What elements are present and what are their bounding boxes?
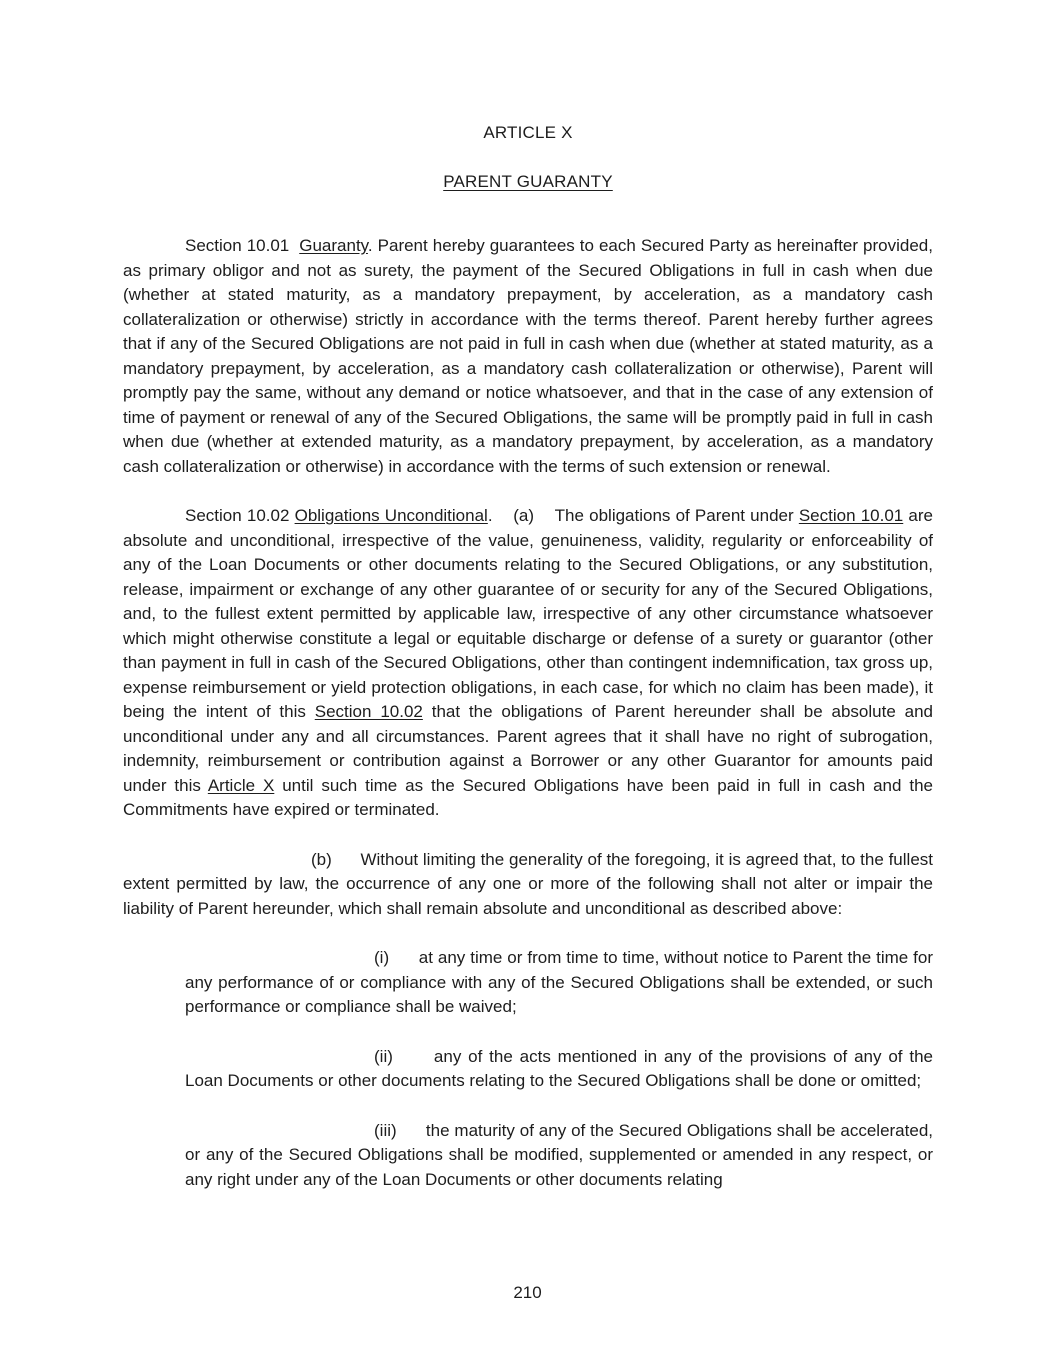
paragraph-subsection-b [123, 848, 933, 922]
text-run: that the obligations of Parent hereunder shall be absolute and unconditional under any and all circumstances. Parent agrees that it shall have no right of subrogation, indemnity, reimbursement or contribution against a Borrower or any other Guarantor for amounts paid under this [123, 702, 934, 795]
text-run: . Parent hereby guarantees to each Secured Party as hereinafter provided, as primary obligor and not as surety, the payment of the Secured Obligations in full in cash when due (whether at stated maturity, as a mandatory prepayment, by acceleration, as a mandatory cash collateralization or otherwise) strictly in accordance with the terms thereof. Parent hereby further agrees that if any of the Secured Obligations are not paid in full in cash when due (whether at stated maturity, as a mandatory prepayment, by acceleration, as a mandatory cash collateralization or otherwise), Parent will promptly pay the same, without any demand or notice whatsoever, and that in the case of any extension of time of payment or renewal of any of the Secured Obligations, the same will be promptly paid in full in cash when due (whether at extended maturity, as a mandatory prepayment, by acceleration, as a mandatory cash collateralization or otherwise) in accordance with the terms of such extension or renewal. [123, 236, 933, 476]
paragraph-clause-ii [185, 1045, 933, 1094]
text-run: (ii) any of the acts mentioned in any of the provisions of any of the Loan Documents or other documents relating to the Secured Obligations shall be done or omitted; [185, 1046, 933, 1090]
text-run: Section 10.01 [185, 236, 300, 255]
parent-guaranty-heading: PARENT GUARANTY [443, 171, 613, 191]
paragraph-clause-i [185, 946, 933, 1020]
underlined-text-run: Section 10.02 [314, 702, 423, 721]
underlined-text-run: Obligations Unconditional [294, 506, 488, 525]
text-run: until such time as the Secured Obligations have been paid in full in cash and the Commitments have expired or terminated. [123, 775, 933, 819]
text-run: (i) at any time or from time to time, without notice to Parent the time for any performance of or compliance with any of the Secured Obligations shall be extended, or such performance or compliance shall be waived; [185, 948, 933, 1016]
page-number: 210 [513, 1282, 542, 1302]
text-run: . (a) The obligations of Parent under [487, 506, 799, 525]
text-run: are absolute and unconditional, irrespective of the value, genuineness, validity, regularity or enforceability of any of the Loan Documents or other documents relating to the Secured Obligations, or any substitution, release, impairment or exchange of any other guarantee of or security for any of the Secured Obligations, and, to the fullest extent permitted by applicable law, irrespective of any other circumstance whatsoever which might otherwise constitute a legal or equitable discharge or defense of a surety or guarantor (other than payment in full in cash of the Secured Obligations, other than contingent indemnification, tax gross up, expense reimbursement or yield protection obligations, in each case, for which no claim has been made), it being the intent of this [123, 506, 933, 721]
underlined-text-run: Article X [207, 775, 275, 795]
text-run: (b) Without limiting the generality of the foregoing, it is agreed that, to the fullest extent permitted by law, the occurrence of any one or more of the following shall not alter or impair the liability of Parent hereunder, which shall remain absolute and unconditional as described above: [123, 849, 933, 918]
article-heading: ARTICLE X [483, 123, 573, 142]
paragraph-clause-iii [185, 1119, 933, 1193]
underlined-text-run: Guaranty [299, 236, 368, 255]
text-run: (iii) the maturity of any of the Secured Obligations shall be accelerated, or any of the Secured Obligations shall be modified, supplemented or amended in any respect, or any right under any of the Loan Documents or other documents relating [185, 1120, 933, 1189]
paragraph-section-10-02-obligations-unconditional [123, 504, 933, 823]
text-run: Section 10.02 [185, 506, 295, 525]
paragraph-section-10-01-guaranty [123, 234, 933, 479]
underlined-text-run: Section 10.01 [798, 506, 904, 525]
